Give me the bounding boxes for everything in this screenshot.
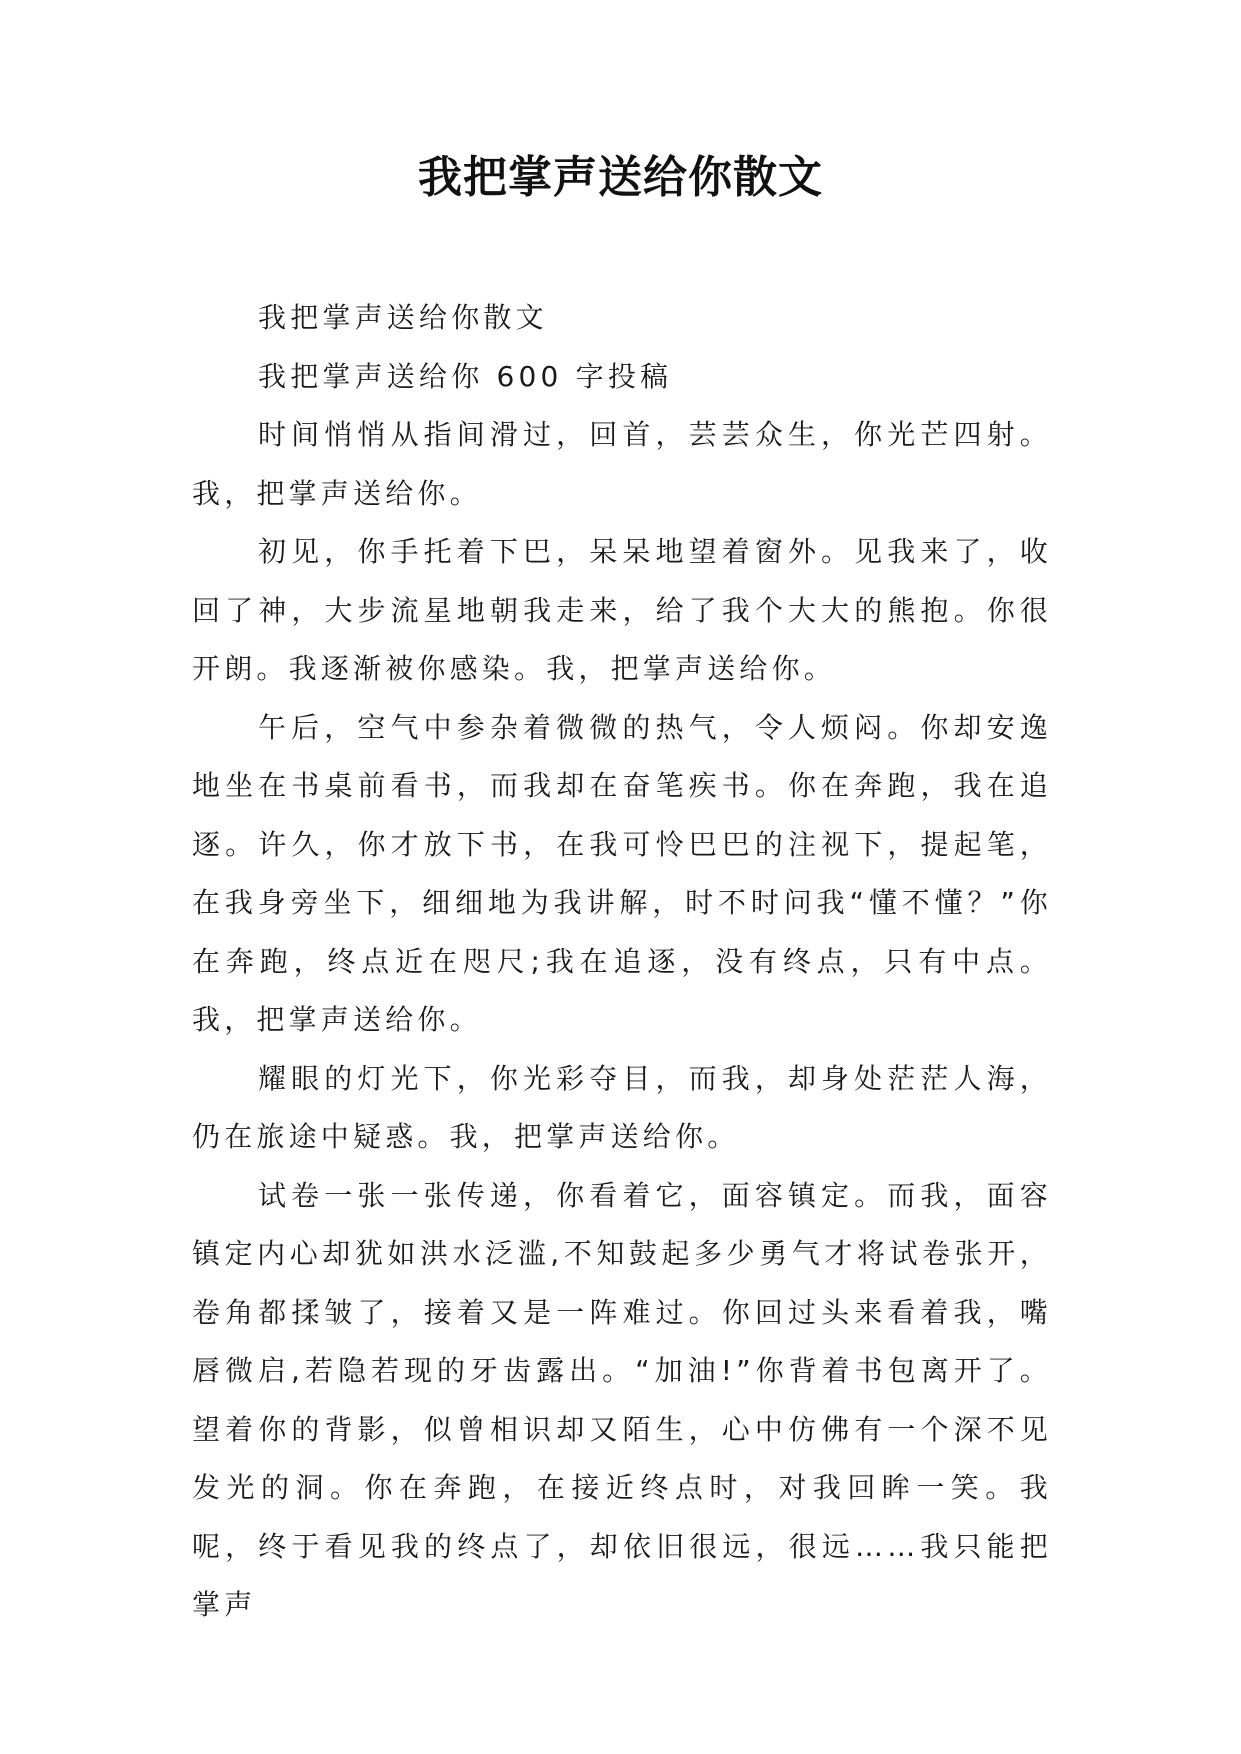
paragraph: 初见，你手托着下巴，呆呆地望着窗外。见我来了，收回了神，大步流星地朝我走来，给了我个大大的熊抱。你很开朗。我逐渐被你感染。我，把掌声送给你。 <box>192 535 1052 685</box>
paragraph: 时间悄悄从指间滑过，回首，芸芸众生，你光芒四射。我，把掌声送给你。 <box>192 418 1052 510</box>
paragraph: 试卷一张一张传递，你看着它，面容镇定。而我，面容镇定内心却犹如洪水泛滥,不知鼓起多少勇气才将试卷张开，卷角都揉皱了，接着又是一阵难过。你回过头来看着我，嘴唇微启,若隐若现的牙齿露出。“加油!”你背着书包离开了。望着你的背影，似曾相识却又陌生，心中仿佛有一个深不见发光的洞。你在奔跑，在接近终点时，对我回眸一笑。我呢，终于看见我的终点了，却依旧很远，很远……我只能把掌声 <box>192 1178 1052 1621</box>
paragraph: 午后，空气中参杂着微微的热气，令人烦闷。你却安逸地坐在书桌前看书，而我却在奋笔疾书。你在奔跑，我在追逐。许久，你才放下书，在我可怜巴巴的注视下，提起笔，在我身旁坐下，细细地为我讲解，时不时问我“懂不懂？”你在奔跑，终点近在咫尺;我在追逐，没有终点，只有中点。我，把掌声送给你。 <box>192 710 1052 1036</box>
paragraph: 我把掌声送给你散文 <box>258 301 548 334</box>
paragraph: 耀眼的灯光下，你光彩夺目，而我，却身处茫茫人海，仍在旅途中疑惑。我，把掌声送给你。 <box>192 1061 1052 1153</box>
paragraph: 我把掌声送给你 600 字投稿 <box>258 359 673 393</box>
document-body <box>192 289 1052 1635</box>
document-title: 我把掌声送给你散文 <box>418 152 823 203</box>
